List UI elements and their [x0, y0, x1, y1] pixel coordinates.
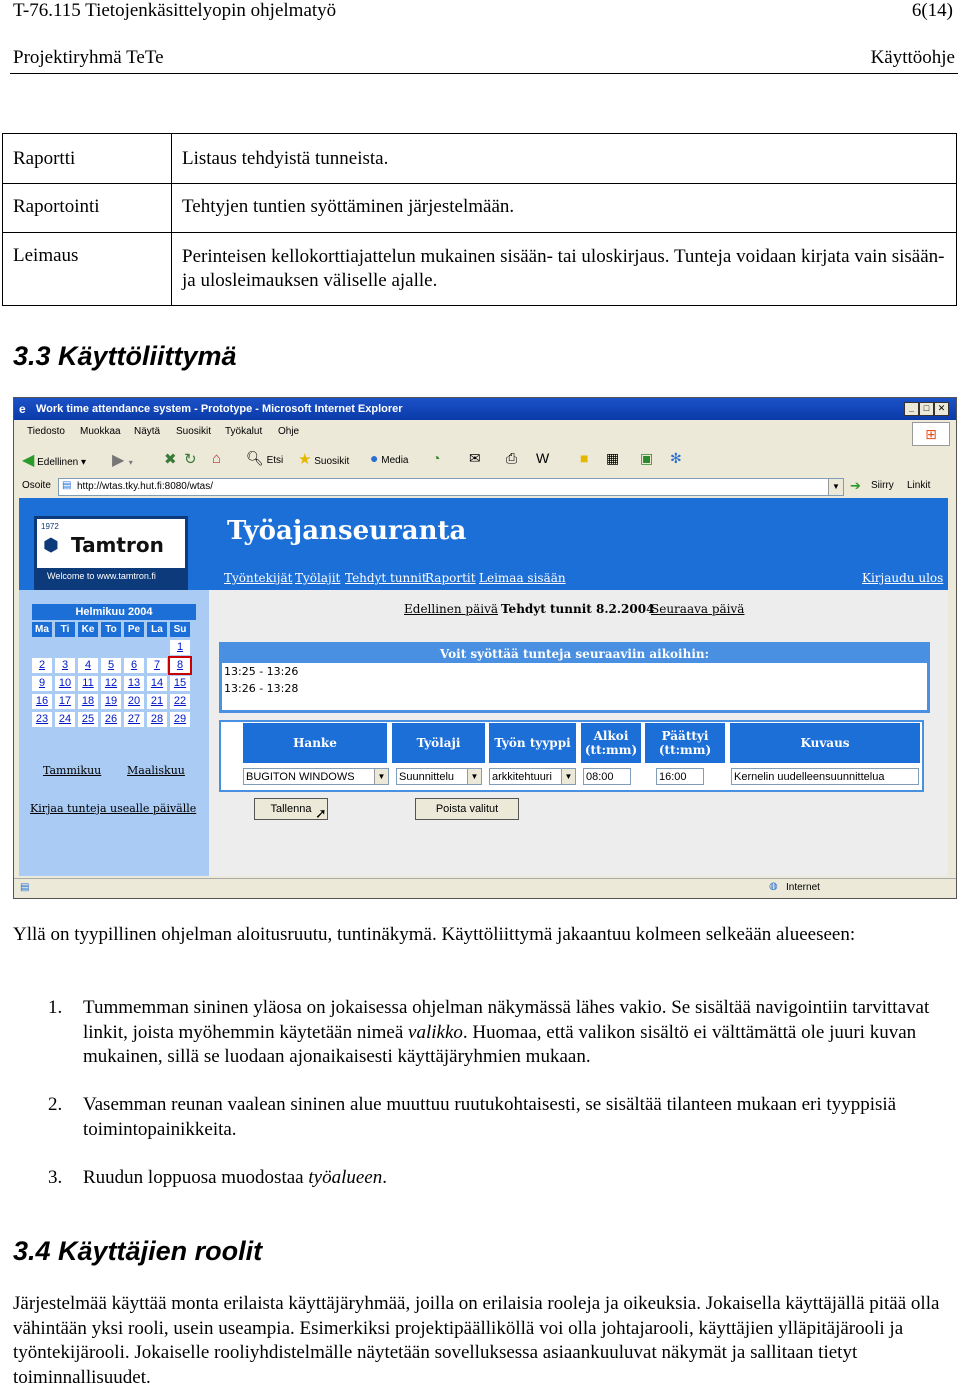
list-item	[48, 1093, 953, 1143]
star-icon: ★	[298, 451, 312, 468]
calendar-day[interactable]: 12	[101, 676, 121, 691]
nav-worktypes[interactable]: Työlajit	[295, 571, 341, 585]
calendar-day[interactable]: 27	[124, 712, 144, 727]
chevron-down-icon: ▼	[374, 769, 388, 784]
window-title: Work time attendance system - Prototype - Microsoft Internet Explorer	[36, 403, 403, 415]
ie-icon: e	[19, 402, 26, 416]
definitions-table	[2, 133, 957, 306]
links-label[interactable]: Linkit	[907, 480, 931, 491]
history-icon[interactable]: ◔	[432, 450, 441, 466]
list-text: Vasemman reunan vaalean sininen alue muuttuu ruutukohtaisesti, se sisältää tilanteen mukaan eri tyyppisiä toimintopainikkeita.	[83, 1094, 897, 1140]
table-row	[3, 184, 957, 233]
list-text-part: . Huomaa, että valikon sisältö ei välttämättä ole juuri kuvan mukainen, sillä se luodaan ajonaikaisesti käyttäjäryhmien mukaan.	[83, 1021, 917, 1068]
description-cell: Listaus tehdyistä tunneista.	[172, 134, 957, 184]
calendar-day[interactable]: 17	[55, 694, 75, 709]
available-times-title: Voit syöttää tunteja seuraaviin aikoihin:	[222, 645, 927, 663]
weekday-header: Ma	[32, 622, 52, 637]
calendar-day[interactable]: 25	[78, 712, 98, 727]
logo-brand: Tamtron	[71, 533, 164, 557]
project-value: BUGITON WINDOWS	[246, 771, 355, 783]
address-dropdown-icon[interactable]: ▼	[828, 479, 843, 495]
column-header: Päättyi (tt:mm)	[645, 723, 725, 763]
group-name: Projektiryhmä TeTe	[13, 47, 164, 68]
worktype-select[interactable]	[396, 768, 482, 785]
address-bar	[14, 478, 956, 496]
back-label: Edellinen	[37, 457, 79, 468]
list-number: 2.	[48, 1094, 63, 1115]
prev-day-link[interactable]: Edellinen päivä	[404, 602, 499, 616]
list-number: 1.	[48, 997, 63, 1018]
favorites-label: Suosikit	[314, 456, 350, 467]
menu-edit[interactable]: Muokkaa	[80, 426, 121, 437]
calendar-day[interactable]: 2	[32, 658, 52, 673]
media-icon: ●	[370, 450, 379, 466]
address-value: http://wtas.tky.hut.fi:8080/wtas/	[77, 481, 213, 492]
status-bar	[14, 878, 956, 899]
term-cell: Leimaus	[3, 233, 172, 306]
calendar-day[interactable]: 11	[78, 676, 98, 691]
mail-icon[interactable]: ✉	[469, 450, 481, 466]
next-month-link[interactable]: Maaliskuu	[127, 764, 185, 777]
address-label: Osoite	[22, 480, 51, 491]
tamtron-logo[interactable]	[34, 516, 188, 590]
end-input[interactable]: 16:00	[656, 768, 704, 785]
calendar-grid	[32, 622, 196, 727]
logo-year: 1972	[41, 522, 59, 531]
calendar-day[interactable]: 9	[32, 676, 52, 691]
list-text-part: Ruudun loppuosa muodostaa	[83, 1167, 309, 1188]
description-input[interactable]: Kernelin uudelleensuunnittelua	[731, 768, 919, 785]
calendar-day[interactable]: 3	[55, 658, 75, 673]
address-input[interactable]	[58, 478, 844, 496]
worktype-value: Suunnittelu	[399, 771, 455, 783]
search-button[interactable]	[246, 450, 283, 472]
menu-favorites[interactable]: Suosikit	[176, 426, 212, 437]
calendar-day[interactable]: 15	[170, 676, 190, 691]
start-input[interactable]: 08:00	[583, 768, 631, 785]
go-button[interactable]: Siirry	[871, 480, 894, 491]
calendar-day[interactable]: 28	[147, 712, 167, 727]
page-status-icon: ▤	[20, 882, 30, 893]
column-header: Kuvaus	[730, 723, 920, 763]
term-cell: Raportti	[3, 134, 172, 184]
calendar-day[interactable]: 29	[170, 712, 190, 727]
web-content	[19, 498, 948, 876]
nav-clock-in[interactable]: Leimaa sisään	[479, 571, 566, 585]
roles-paragraph: Järjestelmää käyttää monta erilaista käyttäjäryhmää, joilla on erilaisia rooleja ja oikeuksia. Jokaisella käyttäjällä pitää olla vähintään yksi rooli, usein useampia. Esimerkiksi projektipäälliköllä voi olla johtajarooli, käyttäjien ylläpitäjärooli ja työntekijärooli. Jokaiselle rooliyhdistelmälle näytetään sovelluksessa asiaankuuluvat näkymät ja sallitaan tietyt toiminnallisuudet.	[13, 1293, 940, 1388]
page-number: 6(14)	[911, 0, 953, 21]
back-arrow-icon: ◀	[22, 452, 35, 469]
site-banner	[19, 498, 948, 590]
zone-label: Internet	[786, 882, 820, 893]
calendar-day[interactable]: 6	[124, 658, 144, 673]
maximize-icon[interactable]: □	[919, 402, 934, 416]
back-button[interactable]: ◀ Edellinen ▾	[22, 452, 87, 469]
weekday-header: La	[147, 622, 167, 637]
discuss-icon[interactable]: ■	[580, 450, 589, 466]
column-header: Hanke	[243, 723, 387, 763]
menu-view[interactable]: Näytä	[134, 426, 161, 437]
list-text-part: Tummemman sininen yläosa on jokaisessa ohjelman näkymässä lähes vakio. Se sisältää navigointiin tarvittavat linkit, joista myöhemmin käytetään nimeä	[83, 997, 930, 1043]
weekday-header: To	[101, 622, 121, 637]
stop-icon[interactable]: ✖	[164, 451, 177, 468]
calendar-day[interactable]: 16	[32, 694, 52, 709]
term-cell: Raportointi	[3, 184, 172, 233]
messenger-people-icon[interactable]: ✻	[670, 450, 682, 466]
chevron-down-icon: ▼	[561, 769, 575, 784]
close-icon[interactable]: ✕	[934, 402, 949, 416]
calendar-blank	[147, 640, 167, 655]
prev-month-link[interactable]: Tammikuu	[43, 764, 102, 777]
menu-tools[interactable]: Työkalut	[225, 426, 263, 437]
messenger-icon[interactable]: ▣	[640, 450, 654, 466]
media-button[interactable]	[370, 450, 409, 472]
logout-link[interactable]: Kirjaudu ulos	[862, 571, 944, 585]
calendar-day[interactable]: 26	[101, 712, 121, 727]
calendar-blank	[124, 640, 144, 655]
calendar-blank	[32, 640, 52, 655]
list-text	[83, 996, 953, 1070]
chevron-down-icon: ▼	[467, 769, 481, 784]
header-rule	[10, 73, 958, 74]
page-icon: ▤	[62, 480, 72, 491]
media-label: Media	[381, 455, 409, 466]
calendar-day[interactable]: 4	[78, 658, 98, 673]
list-item	[48, 1166, 953, 1191]
calendar-day[interactable]: 13	[124, 676, 144, 691]
logo-welcome: Welcome to www.tamtron.fi	[47, 571, 156, 581]
refresh-icon[interactable]: ↻	[184, 451, 197, 468]
site-title: Työajanseuranta	[227, 516, 467, 546]
course-title: T-76.115 Tietojenkäsittelyopin ohjelmatyö	[13, 0, 337, 21]
available-times-box	[219, 642, 930, 713]
browser-screenshot	[13, 397, 957, 899]
caption: Yllä on tyypillinen ohjelman aloitusruutu, tuntinäkymä. Käyttöliittymä jakaantuu kolmeen selkeään alueeseen:	[13, 924, 856, 945]
time-slot: 13:25 - 13:26	[224, 665, 299, 678]
emphasis: valikko	[408, 1021, 463, 1043]
left-pane	[19, 590, 209, 876]
calendar-day-selected[interactable]: 8	[170, 658, 190, 673]
logo-mark-icon: ⬢	[43, 535, 59, 555]
description-cell: Tehtyjen tuntien syöttäminen järjestelmään.	[172, 184, 957, 233]
globe-icon: ◍	[769, 881, 778, 892]
search-label: Etsi	[266, 455, 284, 466]
home-icon[interactable]: ⌂	[212, 450, 222, 467]
weekday-header: Ke	[78, 622, 98, 637]
minimize-icon[interactable]: _	[904, 402, 919, 416]
calendar-day[interactable]: 10	[55, 676, 75, 691]
print-icon[interactable]: ⎙	[506, 450, 518, 466]
weekday-header: Su	[170, 622, 190, 637]
column-header: Työlaji	[392, 723, 485, 763]
time-slot: 13:26 - 13:28	[224, 682, 299, 695]
forward-icon[interactable]: ▶ ▾	[112, 452, 133, 469]
save-button[interactable]: Tallenna	[254, 798, 328, 820]
calendar-day[interactable]: 20	[124, 694, 144, 709]
windows-logo-icon: ⊞	[912, 422, 950, 446]
section-heading: 3.3 Käyttöliittymä	[13, 341, 237, 371]
calendar-day[interactable]: 24	[55, 712, 75, 727]
emphasis: työalueen	[308, 1167, 383, 1188]
list-text	[83, 1166, 953, 1191]
calendar-day[interactable]: 18	[78, 694, 98, 709]
calendar-day[interactable]: 19	[101, 694, 121, 709]
weekday-header: Ti	[55, 622, 75, 637]
calendar-day[interactable]: 1	[170, 640, 190, 655]
calendar-day[interactable]: 21	[147, 694, 167, 709]
table-row	[3, 233, 957, 306]
current-day-title: Tehdyt tunnit 8.2.2004	[501, 602, 655, 616]
description-cell: Perinteisen kellokorttiajattelun mukainen sisään- tai uloskirjaus. Tunteja voidaan kirjata vain sisään- ja ulosleimauksen väliselle ajalle.	[172, 233, 957, 306]
table-row	[3, 134, 957, 184]
research-icon[interactable]: ▦	[606, 450, 620, 466]
calendar-blank	[78, 640, 98, 655]
calendar	[32, 604, 196, 727]
go-arrow-icon[interactable]: ➔	[850, 478, 861, 493]
work-area	[209, 590, 948, 876]
multi-day-link[interactable]: Kirjaa tunteja usealle päivälle	[30, 802, 197, 815]
calendar-day[interactable]: 7	[147, 658, 167, 673]
calendar-day[interactable]: 22	[170, 694, 190, 709]
column-header: Työn tyyppi	[489, 723, 576, 763]
nav-employees[interactable]: Työntekijät	[224, 571, 293, 585]
list-number: 3.	[48, 1167, 63, 1188]
calendar-month: Helmikuu 2004	[32, 604, 196, 620]
kind-select[interactable]	[489, 768, 576, 785]
menu-help[interactable]: Ohje	[278, 426, 300, 437]
document-type: Käyttöohje	[870, 47, 955, 68]
calendar-blank	[101, 640, 121, 655]
nav-hours[interactable]: Tehdyt tunnit	[345, 571, 427, 585]
favorites-button[interactable]	[298, 450, 349, 472]
window-titlebar	[14, 398, 956, 420]
menu-file[interactable]: Tiedosto	[27, 426, 65, 437]
list-text-part: .	[382, 1167, 387, 1188]
kind-value: arkkitehtuuri	[492, 771, 552, 783]
mouse-cursor-icon: ➚	[315, 805, 327, 821]
section-heading: 3.4 Käyttäjien roolit	[13, 1236, 263, 1266]
weekday-header: Pe	[124, 622, 144, 637]
calendar-day[interactable]: 23	[32, 712, 52, 727]
calendar-day[interactable]: 14	[147, 676, 167, 691]
next-day-link[interactable]: Seuraava päivä	[651, 602, 745, 616]
edit-icon[interactable]: W	[536, 450, 550, 466]
search-icon: 🔍︎	[246, 450, 264, 466]
list-item	[48, 996, 953, 1071]
project-select[interactable]	[243, 768, 389, 785]
column-header: Alkoi (tt:mm)	[581, 723, 641, 763]
calendar-day[interactable]: 5	[101, 658, 121, 673]
calendar-blank	[55, 640, 75, 655]
remove-selected-button[interactable]: Poista valitut	[415, 798, 519, 820]
nav-reports[interactable]: Raportit	[425, 571, 476, 585]
